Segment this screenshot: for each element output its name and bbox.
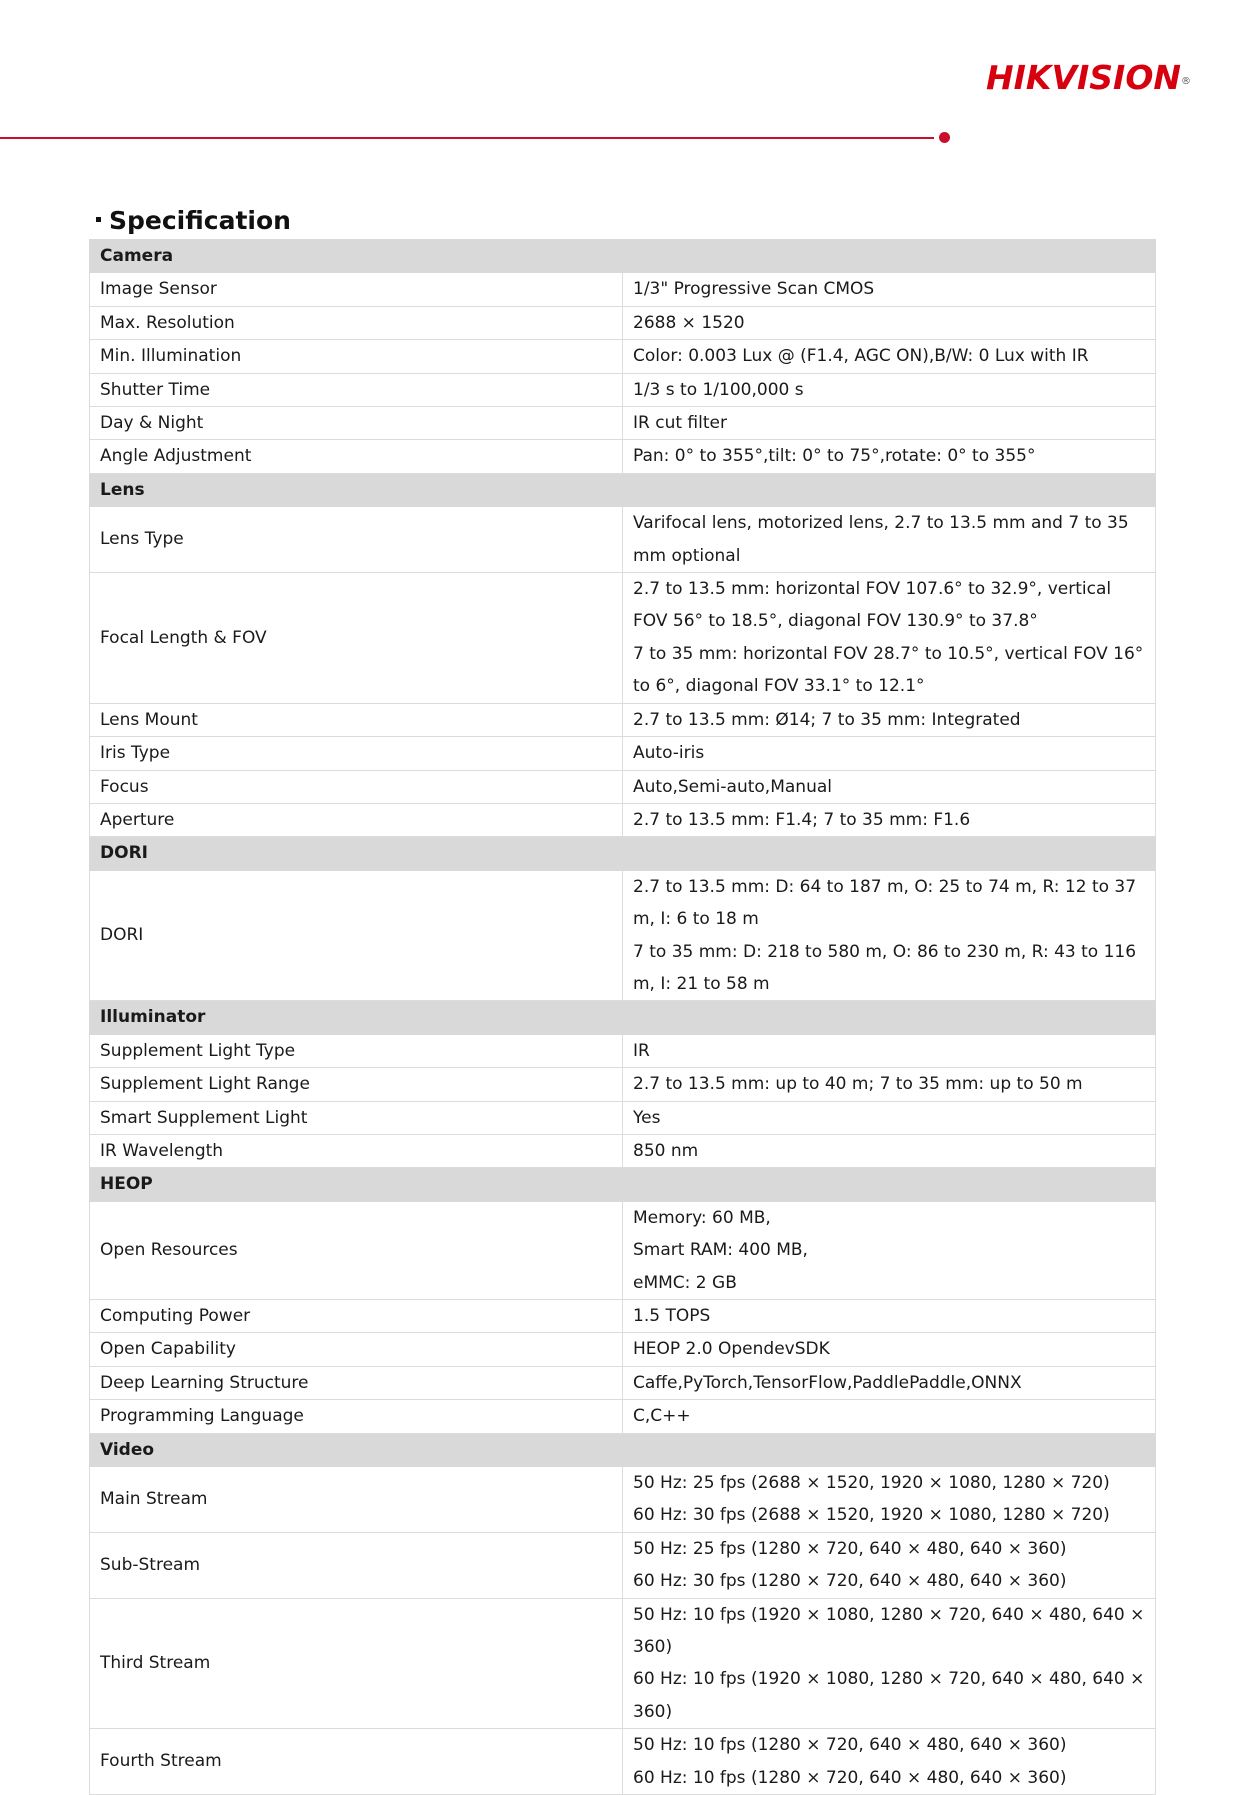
spec-label: Main Stream [90, 1467, 623, 1533]
table-row [90, 1300, 1156, 1333]
spec-label: Computing Power [90, 1300, 623, 1333]
spec-label: Focus [90, 770, 623, 803]
table-row [90, 373, 1156, 406]
section-title: HEOP [90, 1168, 1156, 1201]
spec-value-line: 1/3" Progressive Scan CMOS [633, 279, 875, 300]
header-divider-dot [939, 132, 950, 143]
section-title: Camera [90, 240, 1156, 273]
spec-label: Open Capability [90, 1333, 623, 1366]
spec-label: Min. Illumination [90, 340, 623, 373]
spec-value [623, 1366, 1156, 1399]
table-row [90, 737, 1156, 770]
section-title: DORI [90, 837, 1156, 870]
table-row [90, 273, 1156, 306]
table-row [90, 803, 1156, 836]
table-row [90, 440, 1156, 473]
spec-value [623, 340, 1156, 373]
spec-label: Angle Adjustment [90, 440, 623, 473]
section-header-illuminator [90, 1001, 1156, 1034]
spec-value [623, 507, 1156, 573]
spec-value-line: Caffe,PyTorch,TensorFlow,PaddlePaddle,ONNX [633, 1372, 1022, 1393]
spec-value [623, 770, 1156, 803]
spec-value [623, 440, 1156, 473]
spec-value-line: 7 to 35 mm: D: 218 to 580 m, O: 86 to 230 m, R: 43 to 116 m, I: 21 to 58 m [633, 941, 1137, 994]
spec-value-line: 50 Hz: 25 fps (2688 × 1520, 1920 × 1080, 1280 × 720) [633, 1473, 1110, 1494]
spec-value-line: Memory: 60 MB, [633, 1207, 771, 1228]
spec-value-line: 50 Hz: 10 fps (1280 × 720, 640 × 480, 640 × 360) [633, 1735, 1067, 1756]
section-title: Video [90, 1433, 1156, 1466]
spec-label: Focal Length & FOV [90, 573, 623, 704]
spec-value-line: Yes [633, 1107, 661, 1128]
table-row [90, 870, 1156, 1001]
spec-value-line: 2.7 to 13.5 mm: up to 40 m; 7 to 35 mm: up to 50 m [633, 1074, 1083, 1095]
spec-value-line: 60 Hz: 30 fps (1280 × 720, 640 × 480, 640 × 360) [633, 1571, 1067, 1592]
spec-value-line: 50 Hz: 10 fps (1920 × 1080, 1280 × 720, 640 × 480, 640 × 360) [633, 1604, 1145, 1658]
spec-value [623, 1068, 1156, 1101]
section-title: Illuminator [90, 1001, 1156, 1034]
table-row [90, 507, 1156, 573]
header-divider-line [0, 137, 934, 139]
spec-value [623, 1201, 1156, 1299]
table-row [90, 407, 1156, 440]
trademark-mark: ® [1181, 76, 1192, 87]
spec-value-line: Smart RAM: 400 MB, [633, 1240, 808, 1261]
spec-value-line: 1.5 TOPS [633, 1306, 711, 1326]
spec-label: Third Stream [90, 1598, 623, 1729]
specification-table [89, 239, 1156, 1795]
spec-value [623, 703, 1156, 736]
hikvision-logo [986, 58, 1196, 98]
spec-value-line: Auto-iris [633, 743, 705, 764]
spec-label: Max. Resolution [90, 306, 623, 339]
spec-value [623, 1532, 1156, 1598]
spec-value [623, 1729, 1156, 1795]
table-row [90, 1068, 1156, 1101]
table-row [90, 1532, 1156, 1598]
spec-label: Supplement Light Range [90, 1068, 623, 1101]
square-bullet-icon [96, 217, 101, 222]
spec-value [623, 373, 1156, 406]
spec-label: Supplement Light Type [90, 1034, 623, 1067]
spec-value [623, 1467, 1156, 1533]
spec-value-line: 1/3 s to 1/100,000 s [633, 379, 804, 400]
spec-value-line: HEOP 2.0 OpendevSDK [633, 1339, 830, 1360]
spec-value-line: 2.7 to 13.5 mm: horizontal FOV 107.6° to 32.9°, vertical FOV 56° to 18.5°, diagonal FOV 130.9° to 37.8° [633, 579, 1112, 632]
spec-label: Lens Type [90, 507, 623, 573]
spec-value-line: eMMC: 2 GB [633, 1272, 737, 1293]
table-row [90, 1366, 1156, 1399]
spec-value [623, 573, 1156, 704]
table-row [90, 1729, 1156, 1795]
spec-label: Aperture [90, 803, 623, 836]
table-row [90, 306, 1156, 339]
spec-value [623, 1300, 1156, 1333]
section-header-heop [90, 1168, 1156, 1201]
spec-label: Image Sensor [90, 273, 623, 306]
spec-label: IR Wavelength [90, 1134, 623, 1167]
spec-label: Deep Learning Structure [90, 1366, 623, 1399]
spec-value-line: 2.7 to 13.5 mm: F1.4; 7 to 35 mm: F1.6 [633, 809, 971, 830]
section-header-camera [90, 240, 1156, 273]
spec-label: Smart Supplement Light [90, 1101, 623, 1134]
spec-value [623, 803, 1156, 836]
spec-value [623, 407, 1156, 440]
spec-label: Lens Mount [90, 703, 623, 736]
spec-value-line: 60 Hz: 10 fps (1920 × 1080, 1280 × 720, 640 × 480, 640 × 360) [633, 1669, 1145, 1722]
spec-value-line: 7 to 35 mm: horizontal FOV 28.7° to 10.5°, vertical FOV 16° to 6°, diagonal FOV 33.1° to 12.1° [633, 643, 1144, 697]
table-row [90, 1400, 1156, 1433]
table-row [90, 573, 1156, 704]
spec-label: Day & Night [90, 407, 623, 440]
spec-label: Programming Language [90, 1400, 623, 1433]
spec-value [623, 1400, 1156, 1433]
spec-value-line: 60 Hz: 30 fps (2688 × 1520, 1920 × 1080, 1280 × 720) [633, 1505, 1110, 1526]
table-row [90, 1333, 1156, 1366]
page-title [96, 204, 291, 238]
spec-value-line: Auto,Semi-auto,Manual [633, 776, 832, 797]
logo-text: HIKVISION [986, 58, 1182, 97]
spec-value-line: Color: 0.003 Lux @ (F1.4, AGC ON),B/W: 0 Lux with IR [633, 346, 1089, 367]
table-row [90, 770, 1156, 803]
spec-value [623, 870, 1156, 1001]
spec-value [623, 273, 1156, 306]
spec-value-line: 2688 × 1520 [633, 312, 745, 333]
spec-value-line: 50 Hz: 25 fps (1280 × 720, 640 × 480, 640 × 360) [633, 1538, 1067, 1559]
table-row [90, 1201, 1156, 1299]
spec-value-line: Varifocal lens, motorized lens, 2.7 to 13.5 mm and 7 to 35 mm optional [633, 513, 1129, 566]
spec-value [623, 1598, 1156, 1729]
spec-value-line: C,C++ [633, 1406, 691, 1427]
section-header-lens [90, 473, 1156, 506]
spec-value-line: Pan: 0° to 355°,tilt: 0° to 75°,rotate: 0° to 355° [633, 446, 1036, 467]
spec-value [623, 737, 1156, 770]
table-row [90, 1101, 1156, 1134]
table-row [90, 340, 1156, 373]
spec-value [623, 1134, 1156, 1167]
table-row [90, 703, 1156, 736]
spec-label: Open Resources [90, 1201, 623, 1299]
spec-value-line: IR cut filter [633, 413, 727, 434]
section-header-video [90, 1433, 1156, 1466]
spec-value [623, 1101, 1156, 1134]
page-title-text: Specification [109, 206, 291, 235]
section-title: Lens [90, 473, 1156, 506]
spec-label: Sub-Stream [90, 1532, 623, 1598]
table-row [90, 1598, 1156, 1729]
spec-value-line: IR [633, 1040, 650, 1061]
spec-value [623, 1034, 1156, 1067]
spec-value-line: 2.7 to 13.5 mm: D: 64 to 187 m, O: 25 to 74 m, R: 12 to 37 m, I: 6 to 18 m [633, 876, 1137, 930]
table-row [90, 1034, 1156, 1067]
table-row [90, 1467, 1156, 1533]
spec-value-line: 850 nm [633, 1140, 699, 1161]
spec-label: Iris Type [90, 737, 623, 770]
spec-label: Fourth Stream [90, 1729, 623, 1795]
spec-value [623, 1333, 1156, 1366]
spec-value [623, 306, 1156, 339]
spec-label: DORI [90, 870, 623, 1001]
section-header-dori [90, 837, 1156, 870]
spec-label: Shutter Time [90, 373, 623, 406]
spec-value-line: 2.7 to 13.5 mm: Ø14; 7 to 35 mm: Integrated [633, 709, 1021, 730]
spec-value-line: 60 Hz: 10 fps (1280 × 720, 640 × 480, 640 × 360) [633, 1767, 1067, 1788]
table-row [90, 1134, 1156, 1167]
